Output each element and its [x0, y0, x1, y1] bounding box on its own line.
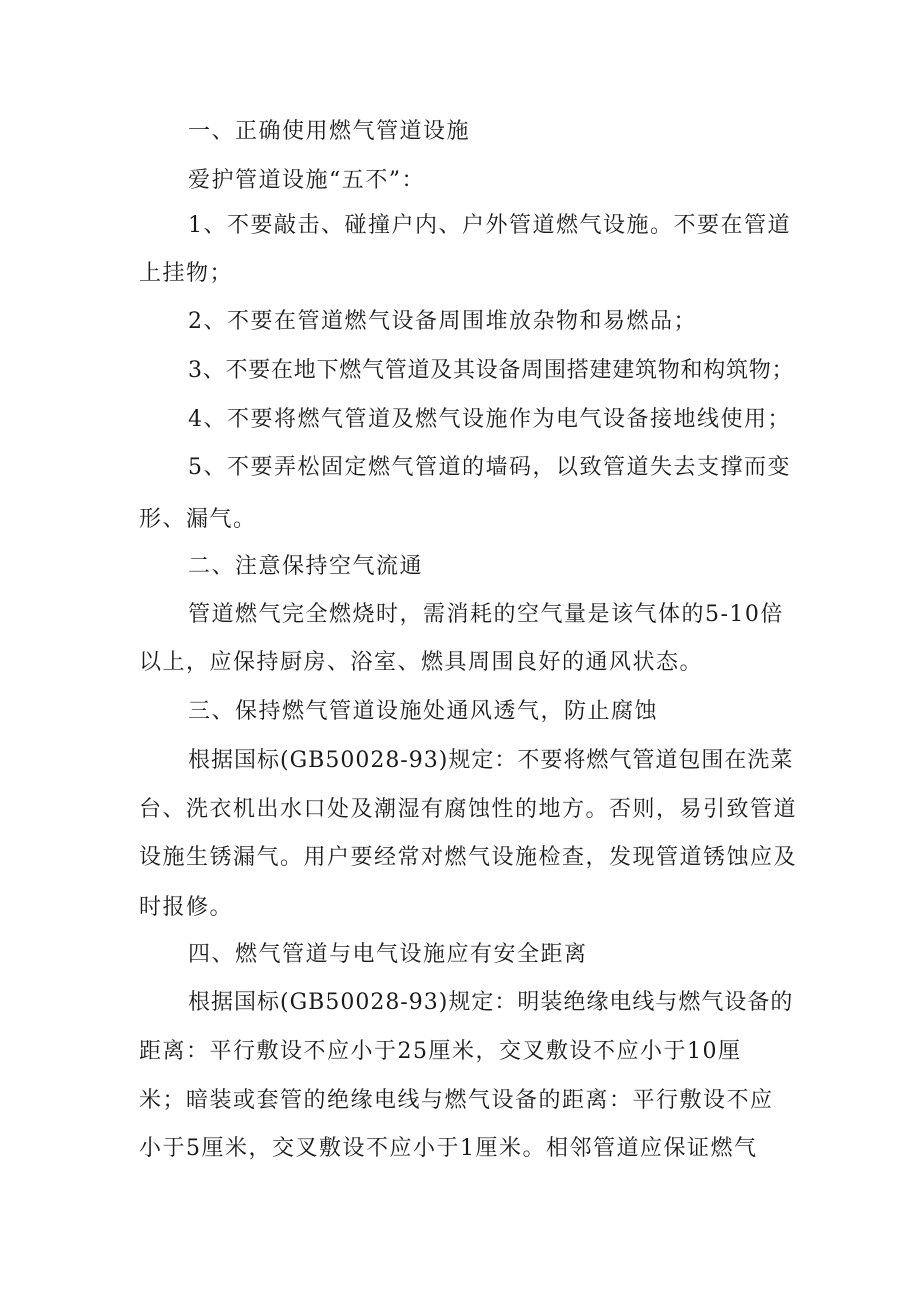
section-heading-4: 四、燃气管道与电气设施应有安全距离	[188, 942, 588, 967]
paragraph-line: 管道燃气完全燃烧时，需消耗的空气量是该气体的5-10倍	[188, 602, 784, 627]
list-item-5-line-2: 形、漏气。	[139, 507, 257, 532]
paragraph-line: 时报修。	[139, 895, 234, 920]
section-heading-1: 一、正确使用燃气管道设施	[188, 119, 471, 144]
paragraph-line: 根据国标(GB50028-93)规定：不要将燃气管道包围在洗菜	[188, 748, 794, 773]
section-heading-2: 二、注意保持空气流通	[188, 554, 424, 579]
list-item-2: 2、不要在管道燃气设备周围堆放杂物和易燃品；	[188, 309, 697, 334]
paragraph-line: 以上，应保持厨房、浴室、燃具周围良好的通风状态。	[139, 650, 704, 675]
paragraph-line: 距离：平行敷设不应小于25厘米，交叉敷设不应小于10厘	[139, 1039, 742, 1064]
list-item-1-line-1: 1、不要敲击、碰撞户内、户外管道燃气设施。不要在管道	[188, 213, 791, 238]
list-item-1-line-2: 上挂物；	[139, 261, 234, 286]
paragraph-line: 爱护管道设施“五不”：	[188, 168, 425, 193]
paragraph-line: 小于5厘米，交叉敷设不应小于1厘米。相邻管道应保证燃气	[139, 1136, 758, 1161]
paragraph-line: 米；暗装或套管的绝缘电线与燃气设备的距离：平行敷设不应	[139, 1088, 774, 1113]
paragraph-line: 台、洗衣机出水口处及潮湿有腐蚀性的地方。否则，易引致管道	[139, 797, 798, 822]
list-item-4: 4、不要将燃气管道及燃气设施作为电气设备接地线使用；	[188, 407, 791, 432]
list-item-3: 3、不要在地下燃气管道及其设备周围搭建建筑物和构筑物；	[188, 358, 795, 383]
paragraph-line: 根据国标(GB50028-93)规定：明装绝缘电线与燃气设备的	[188, 990, 794, 1015]
list-item-5-line-1: 5、不要弄松固定燃气管道的墙码，以致管道失去支撑而变	[188, 455, 791, 480]
paragraph-line: 设施生锈漏气。用户要经常对燃气设施检查，发现管道锈蚀应及	[139, 845, 798, 870]
section-heading-3: 三、保持燃气管道设施处通风透气，防止腐蚀	[188, 699, 659, 724]
